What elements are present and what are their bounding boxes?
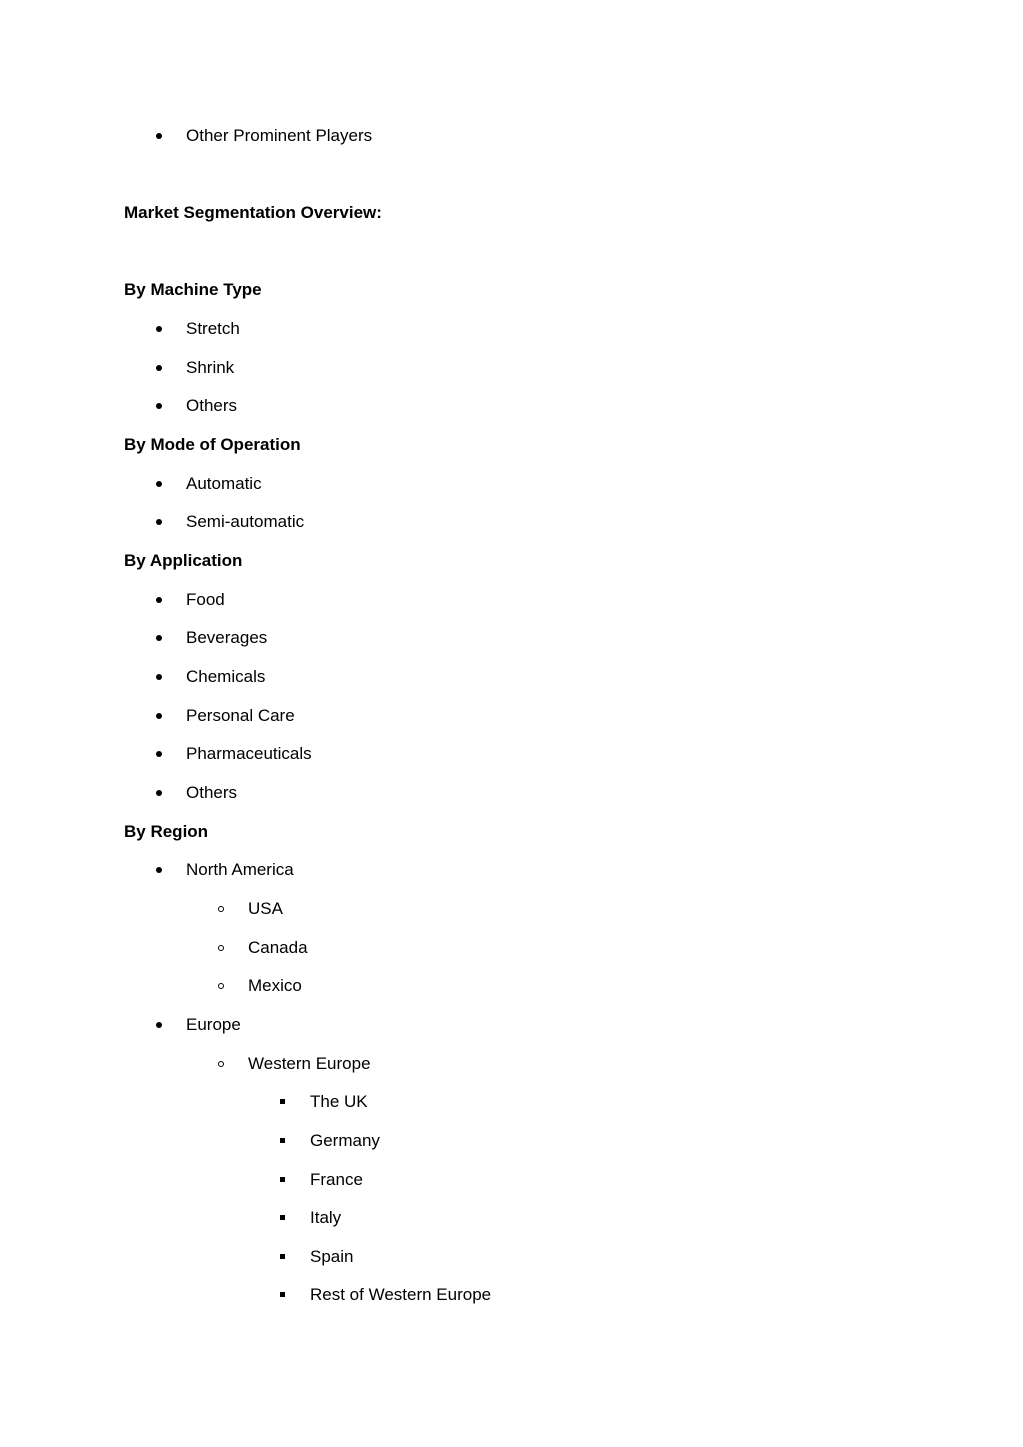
list-item-label: Other Prominent Players <box>186 126 373 145</box>
list-item-label: Others <box>186 396 238 415</box>
list-item-label: Shrink <box>186 358 235 377</box>
square-bullet-icon <box>280 1215 285 1220</box>
list-item <box>0 1013 1023 1037</box>
bullet-icon <box>156 713 162 719</box>
list-item <box>0 665 1023 689</box>
bullet-icon <box>156 133 162 139</box>
circle-bullet-icon <box>218 983 224 989</box>
list-item <box>0 704 1023 728</box>
list-item-label: Chemicals <box>186 667 266 686</box>
bullet-icon <box>156 751 162 757</box>
list-item <box>0 858 1023 882</box>
bullet-icon <box>156 519 162 525</box>
sub-list-item-label: Mexico <box>248 976 302 995</box>
list-item-label: Food <box>186 590 225 609</box>
bullet-icon <box>156 597 162 603</box>
bullet-icon <box>156 365 162 371</box>
bullet-icon <box>156 674 162 680</box>
sub-sub-list-item <box>0 1245 1023 1269</box>
list-item <box>0 472 1023 496</box>
list-item <box>0 510 1023 534</box>
sub-list-item <box>0 897 1023 921</box>
list-item-label: Stretch <box>186 319 240 338</box>
bullet-icon <box>156 635 162 641</box>
list-item-label: North America <box>186 860 294 879</box>
list-item-label: Automatic <box>186 474 262 493</box>
list-item-label: Others <box>186 783 238 802</box>
sub-sub-list-item <box>0 1206 1023 1230</box>
sub-sub-list-item <box>0 1090 1023 1114</box>
circle-bullet-icon <box>218 1061 224 1067</box>
bullet-icon <box>156 481 162 487</box>
list-item <box>0 781 1023 805</box>
sub-sub-list-item-label: The UK <box>310 1092 368 1111</box>
bullet-icon <box>156 1022 162 1028</box>
bullet-icon <box>156 790 162 796</box>
list-item <box>0 588 1023 612</box>
list-item-label: Personal Care <box>186 706 295 725</box>
square-bullet-icon <box>280 1099 285 1104</box>
sub-list-item-label: USA <box>248 899 283 918</box>
list-item-label: Semi-automatic <box>186 512 305 531</box>
sub-sub-list-item-label: Germany <box>310 1131 380 1150</box>
region-heading: By Region <box>124 822 209 841</box>
bullet-icon <box>156 326 162 332</box>
sub-list-item <box>0 936 1023 960</box>
list-item <box>0 124 1023 148</box>
sub-list-item <box>0 1052 1023 1076</box>
circle-bullet-icon <box>218 945 224 951</box>
list-item-label: Beverages <box>186 628 268 647</box>
list-item-label: Pharmaceuticals <box>186 744 312 763</box>
sub-sub-list-item-label: Spain <box>310 1247 354 1266</box>
circle-bullet-icon <box>218 906 224 912</box>
list-item-label: Europe <box>186 1015 241 1034</box>
sub-sub-list-item <box>0 1168 1023 1192</box>
sub-sub-list-item-label: Rest of Western Europe <box>310 1285 492 1304</box>
bullet-icon <box>156 403 162 409</box>
sub-sub-list-item-label: Italy <box>310 1208 342 1227</box>
mode-of-operation-heading: By Mode of Operation <box>124 435 301 454</box>
machine-type-heading: By Machine Type <box>124 280 262 299</box>
sub-sub-list-item <box>0 1129 1023 1153</box>
square-bullet-icon <box>280 1138 285 1143</box>
sub-list-item-label: Western Europe <box>248 1054 371 1073</box>
square-bullet-icon <box>280 1254 285 1259</box>
sub-sub-list-item <box>0 1283 1023 1307</box>
sub-list-item-label: Canada <box>248 938 308 957</box>
application-heading: By Application <box>124 551 243 570</box>
sub-sub-list-item-label: France <box>310 1170 363 1189</box>
section-title: Market Segmentation Overview: <box>124 203 382 222</box>
list-item <box>0 317 1023 341</box>
bullet-icon <box>156 867 162 873</box>
list-item <box>0 742 1023 766</box>
square-bullet-icon <box>280 1177 285 1182</box>
square-bullet-icon <box>280 1292 285 1297</box>
list-item <box>0 356 1023 380</box>
sub-list-item <box>0 974 1023 998</box>
list-item <box>0 394 1023 418</box>
list-item <box>0 626 1023 650</box>
